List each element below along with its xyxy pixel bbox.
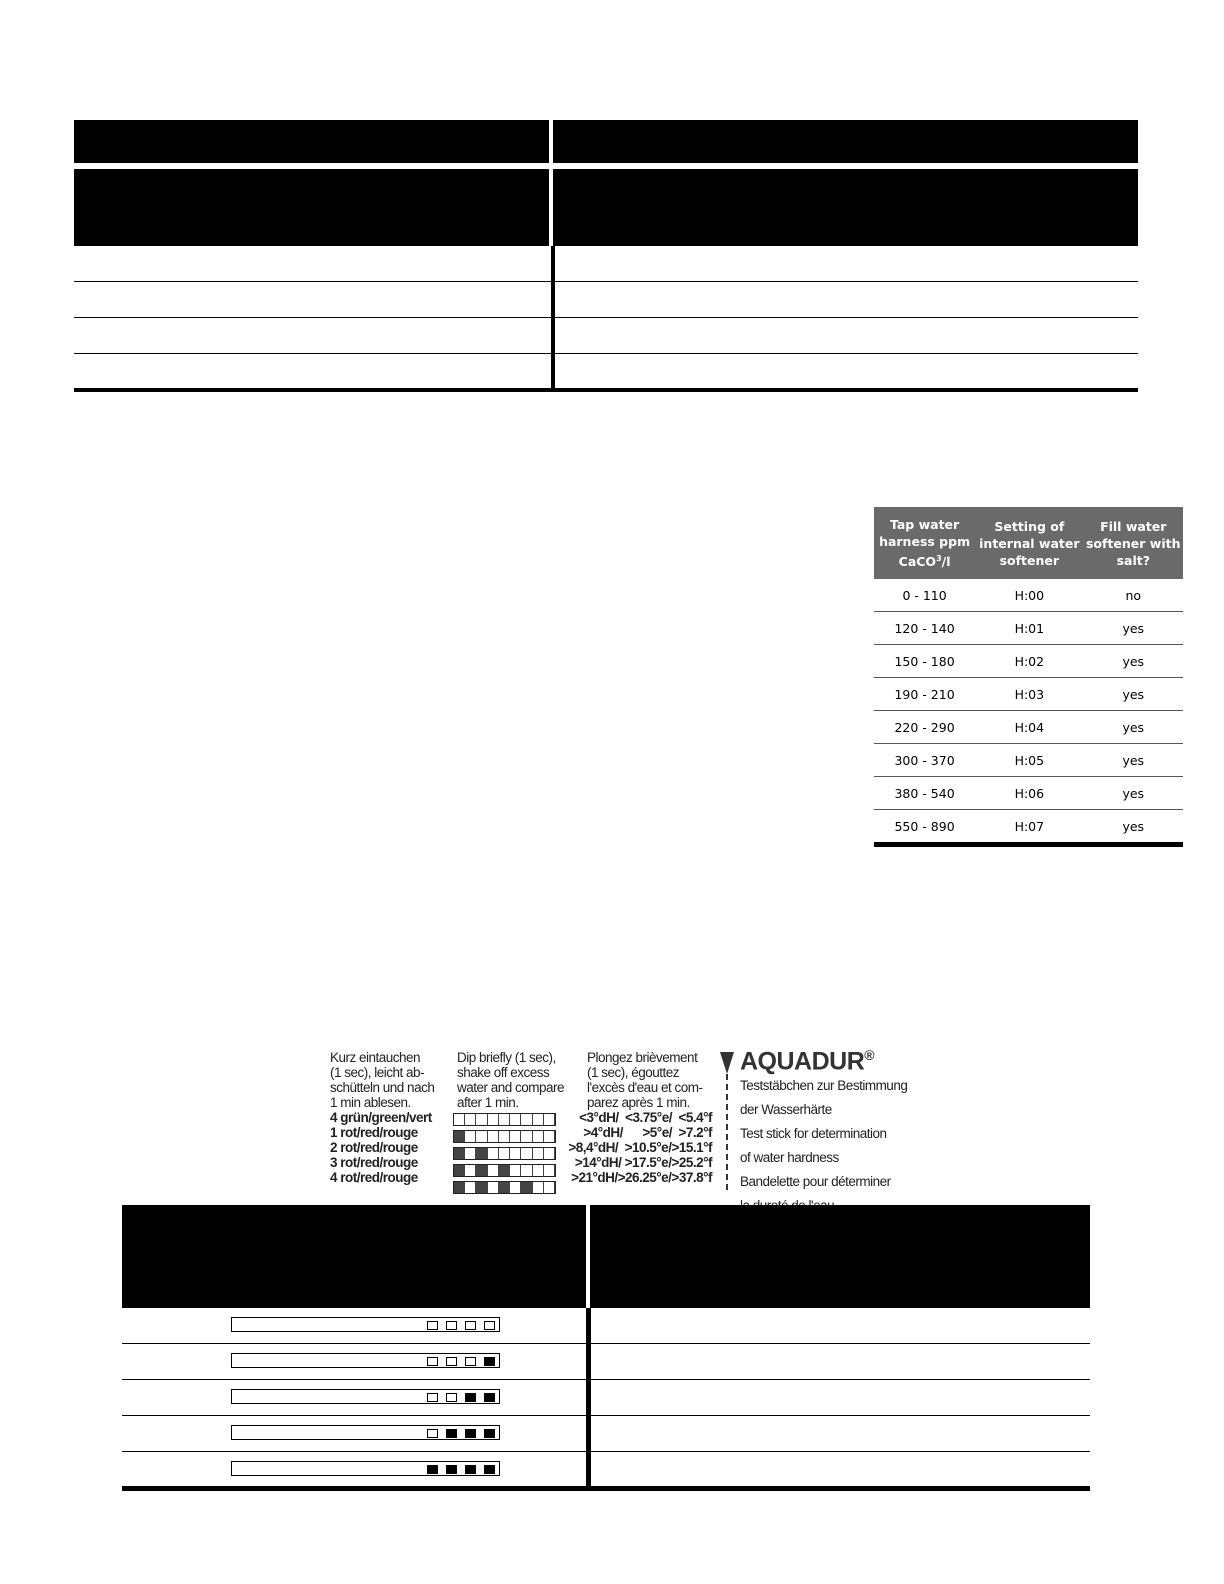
test-stick-table-body [122,1308,1090,1491]
text-line: Teststäbchen zur Bestimmung [740,1078,908,1093]
softener-setting-cell: H:06 [975,777,1083,810]
strip-pad [465,1148,476,1159]
text-line: >4°dH/ >5°e/ >7.2°f [583,1125,712,1140]
text-line: 1 rot/red/rouge [330,1125,418,1140]
color-strip [453,1113,556,1126]
strip-pad [488,1182,499,1193]
text-line: 4 rot/red/rouge [330,1170,418,1185]
result-values [560,1110,712,1185]
softener-setting-cell: H:00 [975,579,1083,612]
test-pad [465,1465,476,1474]
test-stick-table-header [122,1205,1090,1308]
text-line: of water hardness [740,1150,839,1165]
test-stick [231,1317,500,1332]
test-pad [427,1393,438,1402]
test-stick-cell [122,1380,591,1415]
fill-salt-cell: yes [1084,711,1183,744]
strip-pad [465,1131,476,1142]
strip-pad [510,1131,521,1142]
hardness-range-cell: 120 - 140 [874,612,975,645]
result-labels [330,1110,432,1185]
table-row [874,810,1183,845]
description-english [740,1126,907,1165]
table-row [74,282,1138,318]
softener-setting-cell: H:03 [975,678,1083,711]
strip-pad [521,1114,532,1125]
test-stick-cell [122,1416,591,1451]
strip-pad [454,1165,465,1176]
table-row [874,711,1183,744]
text-line: <3°dH/ <3.75°e/ <5.4°f [579,1110,712,1125]
top-table-subheader-left [74,169,549,246]
strip-pad [544,1131,555,1142]
test-pad [427,1429,438,1438]
strip-pad [510,1165,521,1176]
strip-pad [488,1131,499,1142]
text-line: 4 grün/green/vert [330,1110,432,1125]
fill-salt-cell: no [1084,579,1183,612]
strip-pad [544,1165,555,1176]
color-strip [453,1164,556,1177]
table-row [74,318,1138,354]
hardness-range-cell: 380 - 540 [874,777,975,810]
instructions-french [587,1050,702,1110]
table-row [122,1380,1090,1416]
strip-pad [544,1148,555,1159]
fill-salt-cell: yes [1084,777,1183,810]
test-stick [231,1389,500,1404]
test-pad [427,1321,438,1330]
table-row [74,246,1138,282]
strip-pad [476,1131,487,1142]
test-pad [465,1429,476,1438]
table-row [874,678,1183,711]
table-row [874,777,1183,810]
test-pad [446,1357,457,1366]
aquadur-logo: AQUADUR® [740,1047,875,1076]
table-row [874,645,1183,678]
table-row [122,1308,1090,1344]
strip-pad [488,1165,499,1176]
text-line: >8,4°dH/ >10.5°e/>15.1°f [568,1140,712,1155]
table-row [874,579,1183,612]
text-line: schütteln und nach [330,1080,435,1095]
strip-pad [510,1114,521,1125]
softener-setting-cell: H:01 [975,612,1083,645]
strip-pad [476,1182,487,1193]
test-pad [446,1393,457,1402]
hardness-range-cell: 300 - 370 [874,744,975,777]
text-line: Dip briefly (1 sec), [457,1050,556,1065]
header-tap-water-hardness: Tap water harness ppm CaCO$^3$/l [874,507,975,579]
strip-pad [533,1114,544,1125]
strip-pad [521,1131,532,1142]
strip-pad [465,1165,476,1176]
fill-salt-cell: yes [1084,810,1183,845]
test-pad [465,1321,476,1330]
text-line: 1 min ablesen. [330,1095,411,1110]
color-strip [453,1181,556,1194]
strip-pad [533,1131,544,1142]
top-table-body [74,246,1138,392]
test-stick-cell [122,1344,591,1379]
table-row [874,612,1183,645]
color-strips [453,1113,556,1198]
text-line: 3 rot/red/rouge [330,1155,418,1170]
strip-pad [499,1131,510,1142]
test-pad [427,1465,438,1474]
strip-pad [476,1165,487,1176]
strip-pad [533,1165,544,1176]
test-pad [484,1321,495,1330]
test-stick-table [122,1205,1090,1491]
description-cell [591,1380,1090,1415]
top-table [74,120,1138,392]
softener-setting-cell: H:05 [975,744,1083,777]
test-stick-header-right [590,1205,1090,1308]
softener-setting-cell: H:02 [975,645,1083,678]
description-cell [591,1452,1090,1486]
text-line: >14°dH/ >17.5°e/>25.2°f [574,1155,712,1170]
text-line: Kurz eintauchen [330,1050,421,1065]
fill-salt-cell: yes [1084,645,1183,678]
test-pad [465,1357,476,1366]
strip-pad [544,1182,555,1193]
table-row [122,1416,1090,1452]
strip-pad [499,1182,510,1193]
strip-pad [544,1114,555,1125]
strip-pad [521,1182,532,1193]
test-stick-header-left [122,1205,586,1308]
softener-setting-cell: H:07 [975,810,1083,845]
text-line: Test stick for determination [740,1126,887,1141]
header-fill-salt: Fill water softener with salt? [1084,507,1183,579]
text-line: Plongez brièvement [587,1050,698,1065]
strip-pad [499,1114,510,1125]
strip-pad [521,1148,532,1159]
strip-pad [465,1114,476,1125]
color-strip [453,1130,556,1143]
fill-salt-cell: yes [1084,744,1183,777]
strip-pad [499,1148,510,1159]
text-line: (1 sec), égouttez [587,1065,680,1080]
test-pad [484,1465,495,1474]
test-stick [231,1353,500,1368]
text-line: (1 sec), leicht ab- [330,1065,425,1080]
description-cell [591,1344,1090,1379]
hardness-range-cell: 150 - 180 [874,645,975,678]
top-table-header-left [74,120,549,163]
strip-pad [510,1148,521,1159]
test-pad [484,1429,495,1438]
fill-salt-cell: yes [1084,612,1183,645]
text-line: l'excès d'eau et com- [587,1080,703,1095]
test-pad [446,1429,457,1438]
text-line: after 1 min. [457,1095,519,1110]
description-german [740,1078,907,1117]
strip-pad [533,1182,544,1193]
dashed-divider [726,1054,728,1190]
text-line: Bandelette pour déterminer [740,1174,891,1189]
top-table-subheader-right [553,169,1138,246]
strip-pad [476,1148,487,1159]
strip-pad [488,1148,499,1159]
color-strip [453,1147,556,1160]
strip-pad [510,1182,521,1193]
table-row [122,1452,1090,1491]
hardness-range-cell: 550 - 890 [874,810,975,845]
description-cell [591,1416,1090,1451]
test-stick [231,1425,500,1440]
test-stick-cell [122,1308,591,1343]
top-table-header [74,120,1138,163]
text-line: >21°dH/>26.25°e/>37.8°f [571,1170,712,1185]
hardness-range-cell: 220 - 290 [874,711,975,744]
fill-salt-cell: yes [1084,678,1183,711]
strip-pad [454,1131,465,1142]
test-pad [484,1393,495,1402]
instructions-english [457,1050,564,1110]
description-cell [591,1308,1090,1343]
aquadur-instructions [330,1046,910,1192]
hardness-range-cell: 190 - 210 [874,678,975,711]
text-line: water and compare [457,1080,565,1095]
top-table-header-right [553,120,1138,163]
table-row [874,744,1183,777]
text-line: der Wasserhärte [740,1102,832,1117]
test-pad [446,1321,457,1330]
test-pad [427,1357,438,1366]
table-row [122,1344,1090,1380]
header-softener-setting: Setting of internal water softener [975,507,1083,579]
test-stick [231,1461,500,1476]
instructions-german [330,1050,434,1110]
text-line: parez après 1 min. [587,1095,690,1110]
test-pad [446,1465,457,1474]
aquadur-description [740,1078,907,1222]
strip-pad [476,1114,487,1125]
strip-pad [454,1114,465,1125]
text-line: shake off excess [457,1065,550,1080]
strip-pad [454,1182,465,1193]
table-row [74,354,1138,392]
strip-pad [533,1148,544,1159]
top-table-subheader [74,169,1138,246]
test-stick-cell [122,1452,591,1486]
test-pad [484,1357,495,1366]
strip-pad [488,1114,499,1125]
softener-setting-cell: H:04 [975,711,1083,744]
hardness-range-cell: 0 - 110 [874,579,975,612]
strip-pad [521,1165,532,1176]
strip-pad [465,1182,476,1193]
water-hardness-table [874,507,1183,847]
text-line: 2 rot/red/rouge [330,1140,418,1155]
strip-pad [499,1165,510,1176]
test-pad [465,1393,476,1402]
strip-pad [454,1148,465,1159]
